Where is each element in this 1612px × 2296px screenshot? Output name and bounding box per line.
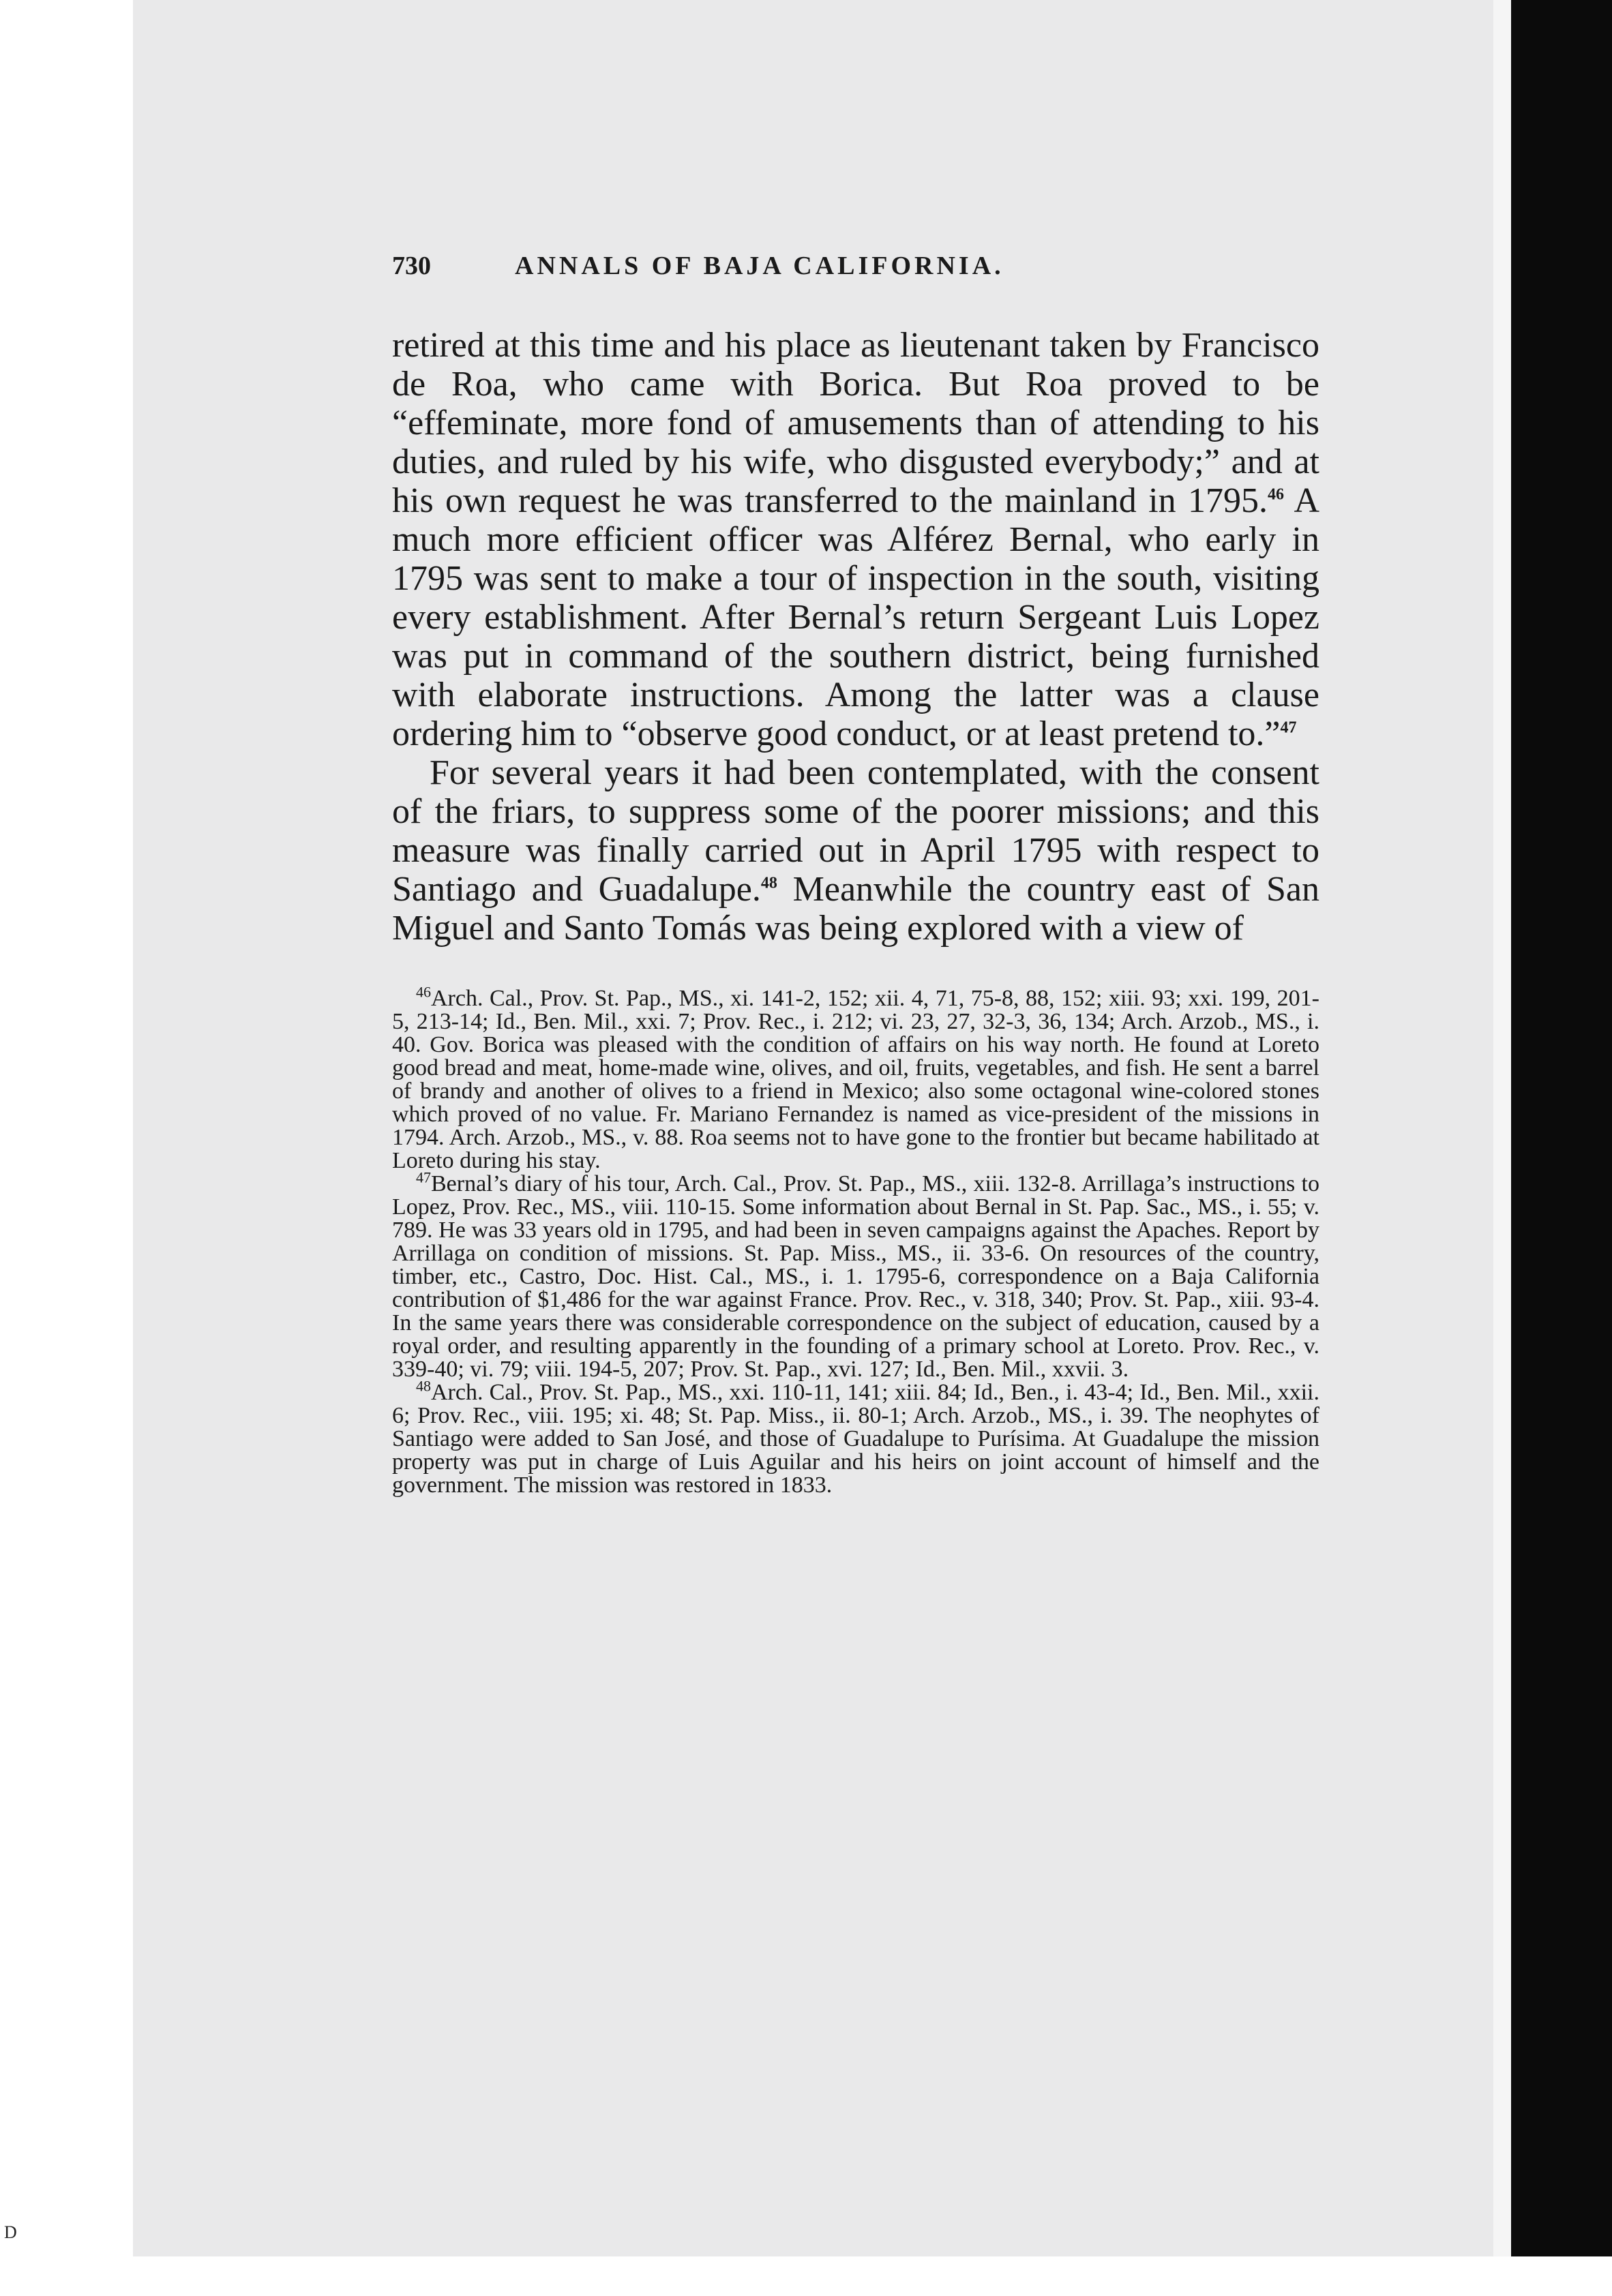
page-edge (1493, 0, 1511, 2256)
footnote-text: Arch. Cal., Prov. St. Pap., MS., xi. 141-2, 152; xii. 4, 71, 75-8, 88, 152; xiii. 93; xxi. 199, 201-5, 213-14; Id., Ben. Mil., xxi. 7; Prov. Rec., i. 212; vi. 23, 27, 32-3, 36, 134; Arch. Arzob., MS., i. 40. Gov. Borica was pleased with the condition of affairs on his way north. He found at Loreto good bread and meat, home-made wine, olives, and oil, fruits, vegetables, and fish. He sent a barrel of brandy and another of olives to a friend in Mexico; also some octagonal wine-colored stones which proved of no value. Fr. Mariano Fernandez is named as vice-president of the missions in 1794. Arch. Arzob., MS., v. 88. Roa seems not to have gone to the frontier but became habilitado at Loreto during his stay. (392, 986, 1319, 1173)
page-content (392, 251, 1319, 1497)
running-head (392, 251, 1319, 299)
paragraph (392, 753, 1319, 948)
paragraph-text: Meanwhile the country east of San Miguel and Santo Tomás was being explored with a view of (392, 870, 1319, 948)
footnote-mark: 48 (416, 1377, 431, 1395)
footnote-mark: 47 (416, 1168, 431, 1186)
footnote-ref: 48 (760, 874, 777, 892)
footnotes (392, 983, 1319, 1498)
running-title: ANNALS OF BAJA CALIFORNIA. (515, 252, 1004, 280)
scan-border (1511, 0, 1612, 2256)
scan-bottom-margin (0, 2256, 1612, 2296)
paragraph-text: A much more efficient officer was Alférez Bernal, who early in 1795 was sent to make a tour of inspection in the south, visiting every establishment. After Bernal’s return Sergeant Luis Lopez was put in command of the southern district, being furnished with elaborate instructions. Among the latter was a clause ordering him to “observe good conduct, or at least pretend to.” (392, 481, 1319, 753)
body-text (392, 326, 1319, 948)
footnote-text: Arch. Cal., Prov. St. Pap., MS., xxi. 110-11, 141; xiii. 84; Id., Ben., i. 43-4; Id., Ben. Mil., xxii. 6; Prov. Rec., viii. 195; xi. 48; St. Pap. Miss., ii. 80-1; Arch. Arzob., MS., i. 39. The neophytes of Santiago were added to San José, and those of Guadalupe to Purísima. At Guadalupe the mission property was put in charge of Luis Aguilar and his heirs on joint account of himself and the government. The mission was restored in 1833. (392, 1380, 1319, 1498)
footnote (392, 1377, 1319, 1498)
footnote (392, 983, 1319, 1173)
footnote (392, 1168, 1319, 1382)
footnote-mark: 46 (416, 983, 431, 1001)
paragraph-text: For several years it had been contemplated, with the consent of the friars, to suppress some of the poorer missions; and this measure was finally carried out in April 1795 with respect to Santiago and Guadalupe. (392, 753, 1319, 909)
page-number: 730 (392, 252, 431, 280)
paragraph-text: retired at this time and his place as lieutenant taken by Francisco de Roa, who came with Borica. But Roa proved to be “effeminate, more fond of amusements than of attending to his duties, and ruled by his wife, who disgusted everybody;” and at his own request he was transferred to the mainland in 1795. (392, 326, 1319, 520)
margin-mark: D (4, 2222, 17, 2242)
footnote-ref: 46 (1267, 485, 1284, 504)
footnote-text: Bernal’s diary of his tour, Arch. Cal., Prov. St. Pap., MS., xiii. 132-8. Arrillaga’s instructions to Lopez, Prov. Rec., MS., viii. 110-15. Some information about Bernal in St. Pap. Sac., MS., i. 55; v. 789. He was 33 years old in 1795, and had been in seven campaigns against the Apaches. Report by Arrillaga on condition of missions. St. Pap. Miss., MS., ii. 33-6. On resources of the country, timber, etc., Castro, Doc. Hist. Cal., MS., i. 1. 1795-6, correspondence on a Baja California contribution of $1,486 for the war against France. Prov. Rec., v. 318, 340; Prov. St. Pap., xiii. 93-4. In the same years there was considerable correspondence on the subject of education, caused by a royal order, and resulting apparently in the founding of a primary school at Loreto. Prov. Rec., v. 339-40; vi. 79; viii. 194-5, 207; Prov. St. Pap., xvi. 127; Id., Ben. Mil., xxvii. 3. (392, 1171, 1319, 1382)
paragraph (392, 326, 1319, 753)
footnote-ref: 47 (1280, 719, 1297, 737)
